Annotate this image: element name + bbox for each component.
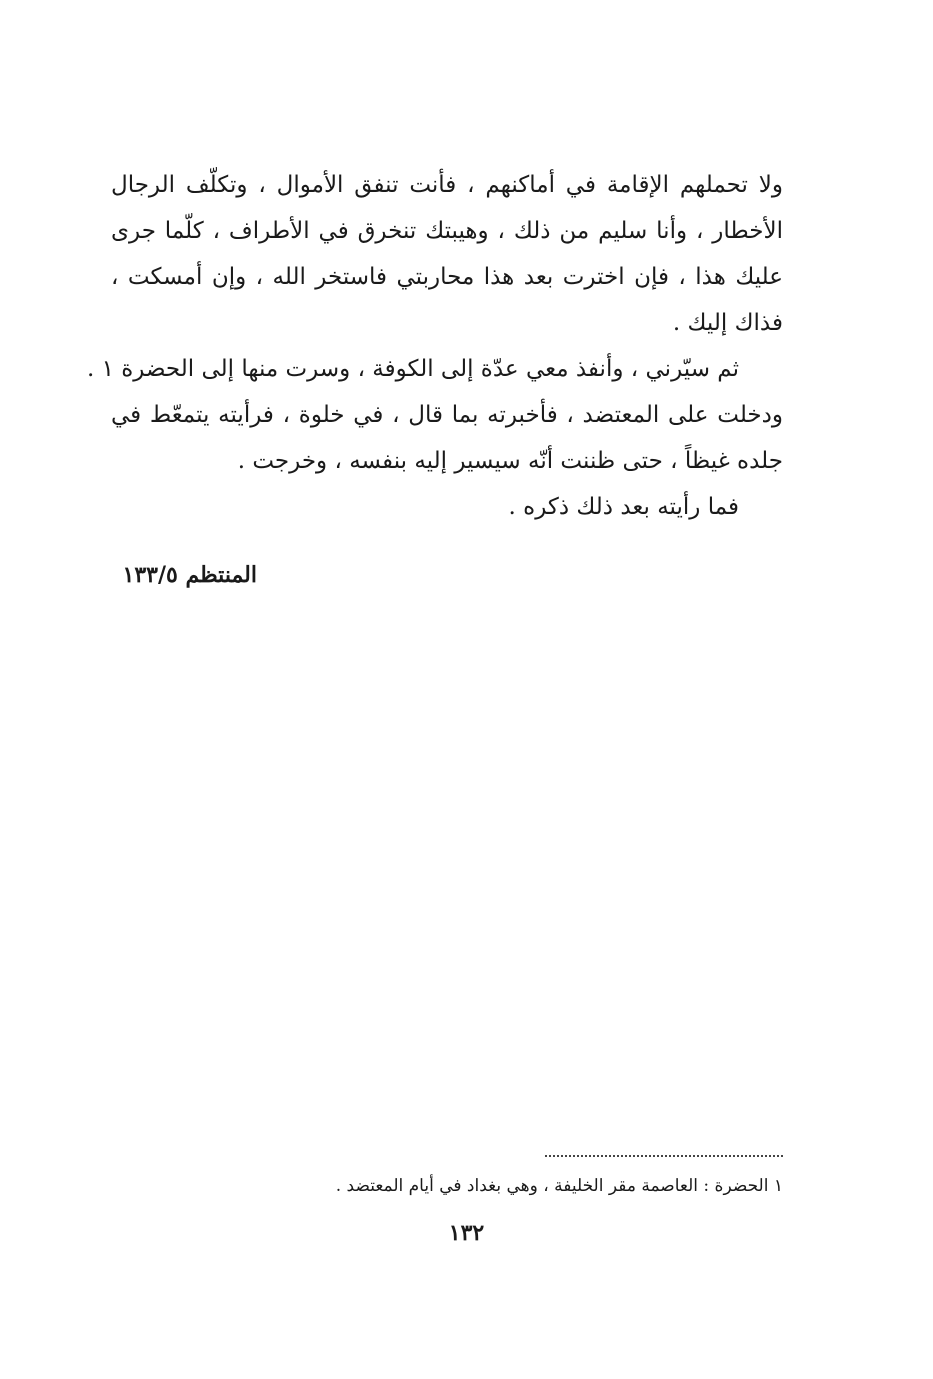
paragraph-1 [111, 162, 783, 346]
paragraph-2 [86, 346, 783, 484]
text-line: ثم سيّرني ، وأنفذ معي عدّة إلى الكوفة ، وسرت منها إلى الحضرة ١ . [86, 356, 739, 382]
footnote-divider [545, 1155, 783, 1157]
text-line: ولا تحملهم الإقامة في أماكنهم ، فأنت تنفق الأموال ، وتكلّف الرجال [111, 172, 783, 198]
page-number: ١٣٢ [448, 1220, 485, 1246]
paragraph-3 [111, 484, 783, 530]
text-line: فما رأيته بعد ذلك ذكره . [508, 494, 739, 520]
text-line: فذاك إليك . [672, 310, 783, 336]
source-reference: المنتظم ١٣٣/٥ [122, 562, 257, 588]
text-line: جلده غيظاً ، حتى ظننت أنّه سيسير إليه بنفسه ، وخرجت . [237, 448, 783, 474]
footnote: ١ الحضرة : العاصمة مقر الخليفة ، وهي بغداد في أيام المعتضد . [335, 1176, 783, 1196]
text-line: الأخطار ، وأنا سليم من ذلك ، وهيبتك تنخرق في الأطراف ، كلّما جرى [111, 218, 783, 244]
text-line: عليك هذا ، فإن اخترت بعد هذا محاربتي فاستخر الله ، وإن أمسكت ، [111, 264, 783, 290]
text-line: ودخلت على المعتضد ، فأخبرته بما قال ، في خلوة ، فرأيته يتمعّط في [111, 402, 783, 428]
main-text [86, 162, 783, 530]
